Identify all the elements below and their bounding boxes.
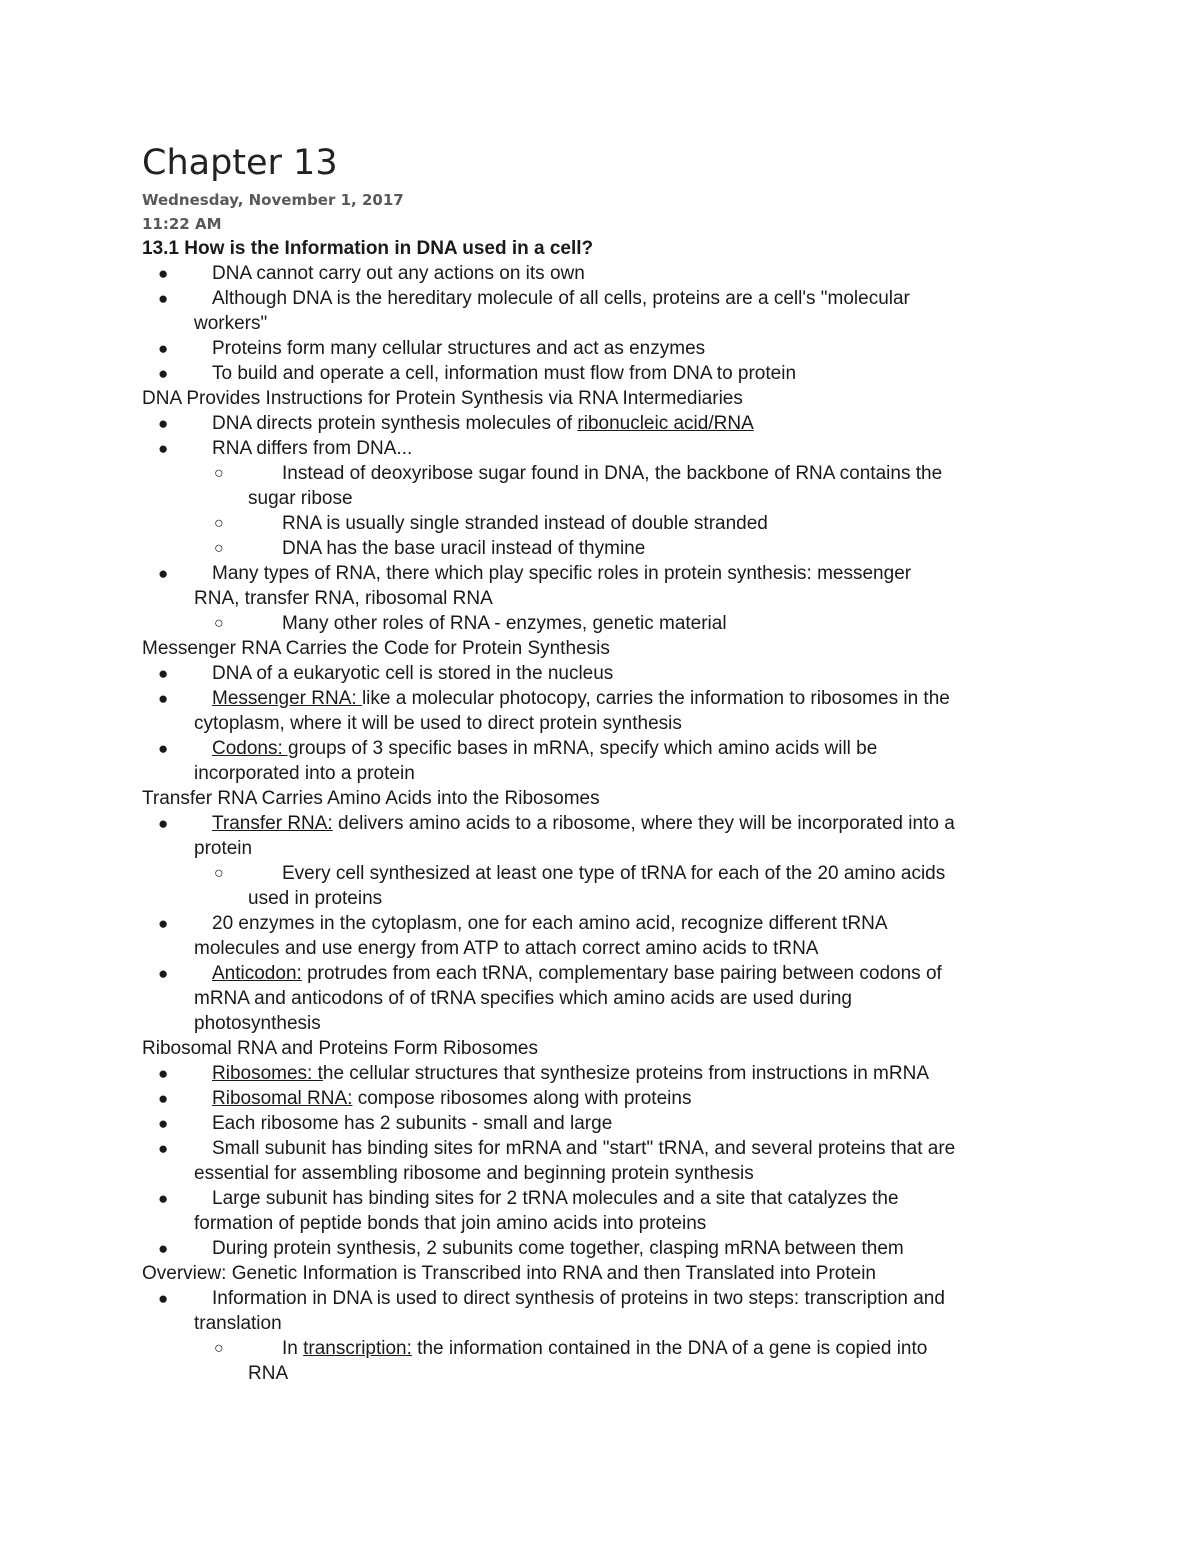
sub-list-item: ○ Instead of deoxyribose sugar found in DNA, the backbone of RNA contains the sugar ribose	[214, 463, 943, 509]
bullet-icon: ●	[158, 814, 169, 833]
subsection-title: Ribosomal RNA and Proteins Form Ribosomes	[142, 1038, 538, 1059]
bullet-icon: ●	[158, 1289, 169, 1308]
section-heading: 13.1 How is the Information in DNA used in a cell?	[142, 238, 594, 259]
list-item: ● Ribosomes: the cellular structures that synthesize proteins from instructions in mRNA	[158, 1063, 930, 1084]
list-item: ● 20 enzymes in the cytoplasm, one for each amino acid, recognize different tRNA molecules and use energy from ATP to attach correct amino acids to tRNA	[158, 913, 888, 959]
circle-bullet-icon: ○	[214, 1340, 224, 1357]
term-transfer-rna: Transfer RNA:	[212, 813, 333, 834]
bullet-icon: ●	[158, 664, 169, 683]
sub-list-item: ○ In transcription: the information contained in the DNA of a gene is copied into RNA	[214, 1338, 928, 1384]
bullet-icon: ●	[158, 264, 169, 283]
list-item: ● Although DNA is the hereditary molecule of all cells, proteins are a cell's "molecular workers"	[158, 288, 910, 334]
bullet-icon: ●	[158, 914, 169, 933]
list-item: ● Transfer RNA: delivers amino acids to a ribosome, where they will be incorporated into a protein	[158, 813, 955, 859]
term-ribosomes: Ribosomes: t	[212, 1063, 323, 1084]
list-item: ● Information in DNA is used to direct synthesis of proteins in two steps: transcription and translation	[158, 1288, 945, 1334]
list-item: ● DNA directs protein synthesis molecules of ribonucleic acid/RNA	[158, 413, 754, 434]
bullet-icon: ●	[158, 1114, 169, 1133]
list-item: ● To build and operate a cell, information must flow from DNA to protein	[158, 363, 797, 384]
list-item: ● DNA cannot carry out any actions on its own	[158, 263, 585, 284]
bullet-icon: ●	[158, 964, 169, 983]
subsection-title: Transfer RNA Carries Amino Acids into the Ribosomes	[142, 788, 600, 809]
subsection-title: Messenger RNA Carries the Code for Protein Synthesis	[142, 638, 610, 659]
term-anticodon: Anticodon:	[212, 963, 302, 984]
circle-bullet-icon: ○	[214, 865, 224, 882]
bullet-icon: ●	[158, 564, 169, 583]
term-messenger-rna: Messenger RNA:	[212, 688, 362, 709]
term-ribosomal-rna: Ribosomal RNA:	[212, 1088, 353, 1109]
term-transcription: transcription:	[303, 1338, 412, 1359]
sub-list-item: ○ DNA has the base uracil instead of thymine	[214, 538, 646, 559]
sub-list-item: ○ Every cell synthesized at least one type of tRNA for each of the 20 amino acids used in proteins	[214, 863, 946, 909]
list-item: ● Each ribosome has 2 subunits - small and large	[158, 1113, 613, 1134]
subsection-title: Overview: Genetic Information is Transcribed into RNA and then Translated into Protein	[142, 1263, 876, 1284]
bullet-icon: ●	[158, 1189, 169, 1208]
bullet-icon: ●	[158, 414, 169, 433]
list-item: ● Many types of RNA, there which play specific roles in protein synthesis: messenger RNA, transfer RNA, ribosomal RNA	[158, 563, 912, 609]
subsection-title: DNA Provides Instructions for Protein Synthesis via RNA Intermediaries	[142, 388, 743, 409]
list-item: ● Ribosomal RNA: compose ribosomes along with proteins	[158, 1088, 692, 1109]
note-time: 11:22 AM	[142, 215, 222, 233]
bullet-icon: ●	[158, 364, 169, 383]
term-ribonucleic-acid: ribonucleic acid/RNA	[577, 413, 754, 434]
bullet-icon: ●	[158, 1239, 169, 1258]
bullet-icon: ●	[158, 289, 169, 308]
bullet-icon: ●	[158, 1139, 169, 1158]
circle-bullet-icon: ○	[214, 540, 224, 557]
list-item: ● DNA of a eukaryotic cell is stored in the nucleus	[158, 663, 614, 684]
circle-bullet-icon: ○	[214, 515, 224, 532]
bullet-icon: ●	[158, 339, 169, 358]
bullet-icon: ●	[158, 1089, 169, 1108]
list-item: ● Large subunit has binding sites for 2 tRNA molecules and a site that catalyzes the formation of peptide bonds that join amino acids into proteins	[158, 1188, 899, 1234]
page-title: Chapter 13	[142, 143, 338, 183]
sub-list-item: ○ Many other roles of RNA - enzymes, genetic material	[214, 613, 727, 634]
list-item: ● RNA differs from DNA...	[158, 438, 413, 459]
list-item: ● Codons: groups of 3 specific bases in mRNA, specify which amino acids will be incorporated into a protein	[158, 738, 878, 784]
list-item: ● Small subunit has binding sites for mRNA and "start" tRNA, and several proteins that are essential for assembling ribosome and beginning protein synthesis	[158, 1138, 956, 1184]
bullet-icon: ●	[158, 689, 169, 708]
list-item: ● During protein synthesis, 2 subunits come together, clasping mRNA between them	[158, 1238, 904, 1259]
list-item: ● Proteins form many cellular structures and act as enzymes	[158, 338, 706, 359]
circle-bullet-icon: ○	[214, 615, 224, 632]
list-item: ● Messenger RNA: like a molecular photocopy, carries the information to ribosomes in the cytoplasm, where it will be used to direct protein synthesis	[158, 688, 950, 734]
bullet-icon: ●	[158, 439, 169, 458]
bullet-icon: ●	[158, 1064, 169, 1083]
list-item: ● Anticodon: protrudes from each tRNA, complementary base pairing between codons of mRNA and anticodons of of tRNA specifies which amino acids are used during photosynthesis	[158, 963, 942, 1034]
note-page	[142, 140, 1072, 1386]
circle-bullet-icon: ○	[214, 465, 224, 482]
note-date: Wednesday, November 1, 2017	[142, 191, 404, 209]
sub-list-item: ○ RNA is usually single stranded instead of double stranded	[214, 513, 768, 534]
bullet-icon: ●	[158, 739, 169, 758]
term-codons: Codons: g	[212, 738, 299, 759]
